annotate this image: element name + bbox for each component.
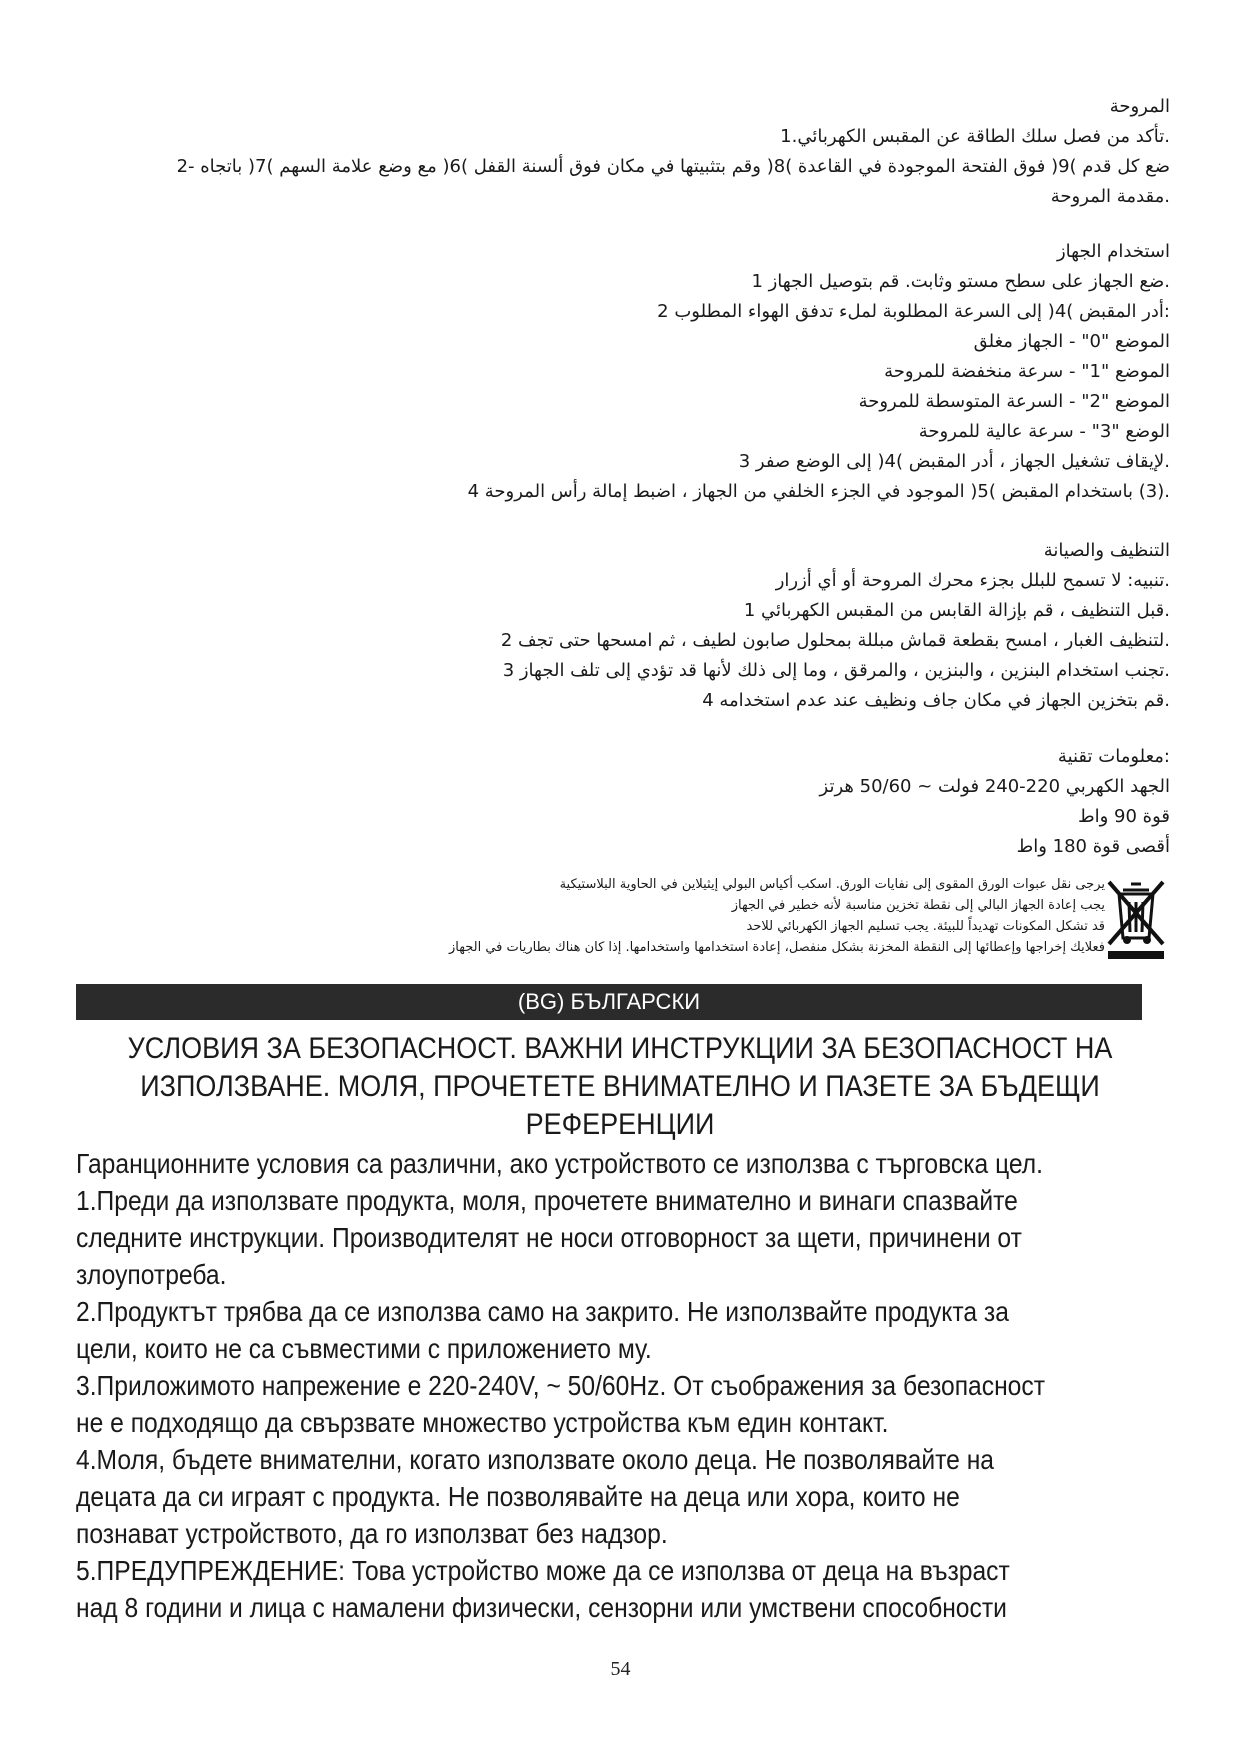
- body-line: Гаранционните условия са различни, ако устройството се използва с търговска цел.: [76, 1148, 1044, 1179]
- fan-line: .تأكد من فصل سلك الطاقة عن المقبس الكهربائي.1: [780, 126, 1170, 147]
- arabic-usage-section: [70, 237, 1170, 507]
- usage-line: .(3) باستخدام المقبض )5( الموجود في الجزء الخلفي من الجهاز ، اضبط إمالة رأس المروحة 4: [467, 481, 1170, 502]
- usage-line: الموضع "0" - الجهاز مغلق: [973, 331, 1170, 352]
- safety-title-line: ИЗПОЛЗВАНЕ. МОЛЯ, ПРОЧЕТЕТЕ ВНИМАТЕЛНО И ПАЗЕТЕ ЗА БЪДЕЩИ: [140, 1070, 1100, 1103]
- body-line: 2.Продуктът трябва да се използва само на закрито. Не използвайте продукта за: [76, 1296, 1009, 1327]
- cleaning-line: .قم بتخزين الجهاز في مكان جاف ونظيف عند عدم استخدامه 4: [702, 690, 1170, 711]
- weee-notice: [230, 874, 1170, 958]
- body-line: познават устройството, да го използват без надзор.: [76, 1518, 668, 1549]
- usage-line: الموضع "2" - السرعة المتوسطة للمروحة: [858, 391, 1170, 412]
- weee-line: يرجى نقل عبوات الورق المقوى إلى نفايات الورق. اسكب أكياس البولي إيثيلاين في الحاوية البلاستيكية: [559, 877, 1105, 892]
- arabic-cleaning-section: [70, 536, 1170, 716]
- body-line: следните инструкции. Производителят не носи отговорност за щети, причинени от: [76, 1222, 1022, 1253]
- usage-line: الموضع "1" - سرعة منخفضة للمروحة: [884, 361, 1170, 382]
- cleaning-line: .قبل التنظيف ، قم بإزالة القابس من المقبس الكهربائي 1: [743, 600, 1170, 621]
- fan-line: .مقدمة المروحة: [1050, 186, 1170, 207]
- cleaning-line: .لتنظيف الغبار ، امسح بقطعة قماش مبللة بمحلول صابون لطيف ، ثم امسحها حتى تجف 2: [500, 630, 1170, 651]
- technical-line: الجهد الكهربي 220-240 فولت ~ 50/60 هرتز: [819, 776, 1170, 797]
- safety-title-line: УСЛОВИЯ ЗА БЕЗОПАСНОСТ. ВАЖНИ ИНСТРУКЦИИ ЗА БЕЗОПАСНОСТ НА: [127, 1032, 1113, 1065]
- usage-line: الوضع "3" - سرعة عالية للمروحة: [918, 421, 1170, 442]
- body-line: 3.Приложимото напрежение е 220-240V, ~ 50/60Hz. От съображения за безопасност: [76, 1370, 1045, 1401]
- body-line: 4.Моля, бъдете внимателни, когато използвате около деца. Не позволявайте на: [76, 1444, 995, 1475]
- body-line: децата да си играят с продукта. Не позволявайте на деца или хора, които не: [76, 1481, 960, 1512]
- usage-line: .لإيقاف تشغيل الجهاز ، أدر المقبض )4( إلى الوضع صفر 3: [738, 451, 1170, 472]
- arabic-fan-section: [70, 92, 1170, 212]
- cleaning-line: .تجنب استخدام البنزين ، والبنزين ، والمرقق ، وما إلى ذلك لأنها قد تؤدي إلى تلف الجهاز 3: [502, 660, 1170, 681]
- body-line: 5.ПРЕДУПРЕЖДЕНИЕ: Това устройство може да се използва от деца на възраст: [76, 1555, 1010, 1586]
- technical-line: قوة 90 واط: [1077, 806, 1170, 827]
- crossed-out-bin-icon: [1105, 876, 1167, 960]
- technical-line: أقصى قوة 180 واط: [1016, 836, 1170, 857]
- safety-title: [125, 1030, 1115, 1144]
- fan-heading: المروحة: [1109, 96, 1170, 117]
- weee-line: يجب إعادة الجهاز البالي إلى نقطة تخزين مناسبة لأنه خطير في الجهاز: [731, 898, 1105, 913]
- usage-heading: استخدام الجهاز: [1056, 241, 1170, 262]
- language-bar: (BG) БЪЛГАРСКИ: [76, 984, 1142, 1020]
- body-line: цели, които не са съвместими с приложението му.: [76, 1333, 652, 1364]
- technical-heading: :معلومات تقنية: [1057, 746, 1170, 767]
- cleaning-line: .تنبيه: لا تسمح للبلل بجزء محرك المروحة أو أي أزرار: [775, 570, 1170, 591]
- body-line: не е подходящо да свързвате множество устройства към един контакт.: [76, 1407, 889, 1438]
- cleaning-heading: التنظيف والصيانة: [1043, 540, 1170, 561]
- safety-body: [76, 1145, 1088, 1626]
- fan-line: ضع كل قدم )9( فوق الفتحة الموجودة في القاعدة )8( وقم بتثبيتها في مكان فوق ألسنة القفل )6( مع وضع علامة السهم )7( باتجاه -2: [176, 156, 1170, 177]
- body-line: злоупотреба.: [76, 1259, 227, 1290]
- safety-title-line: РЕФЕРЕНЦИИ: [525, 1108, 715, 1141]
- weee-line: فعلايك إخراجها وإعطائها إلى النقطة المخزنة بشكل منفصل، إعادة استخدامها واستخدامها. إذا كان هناك بطاريات في الجهاز: [449, 940, 1105, 955]
- page-number: 54: [610, 1658, 631, 1680]
- weee-line: قد تشكل المكونات تهديداً للبيئة. يجب تسليم الجهاز الكهربائي للاحد: [746, 919, 1105, 934]
- body-line: 1.Преди да използвате продукта, моля, прочетете внимателно и винаги спазвайте: [76, 1185, 1018, 1216]
- usage-line: :أدر المقبض )4( إلى السرعة المطلوبة لملء تدفق الهواء المطلوب 2: [657, 301, 1170, 322]
- body-line: над 8 години и лица с намалени физически, сензорни или умствени способности: [76, 1592, 1007, 1623]
- usage-line: .ضع الجهاز على سطح مستو وثابت. قم بتوصيل الجهاز 1: [751, 271, 1170, 292]
- arabic-technical-section: [70, 742, 1170, 862]
